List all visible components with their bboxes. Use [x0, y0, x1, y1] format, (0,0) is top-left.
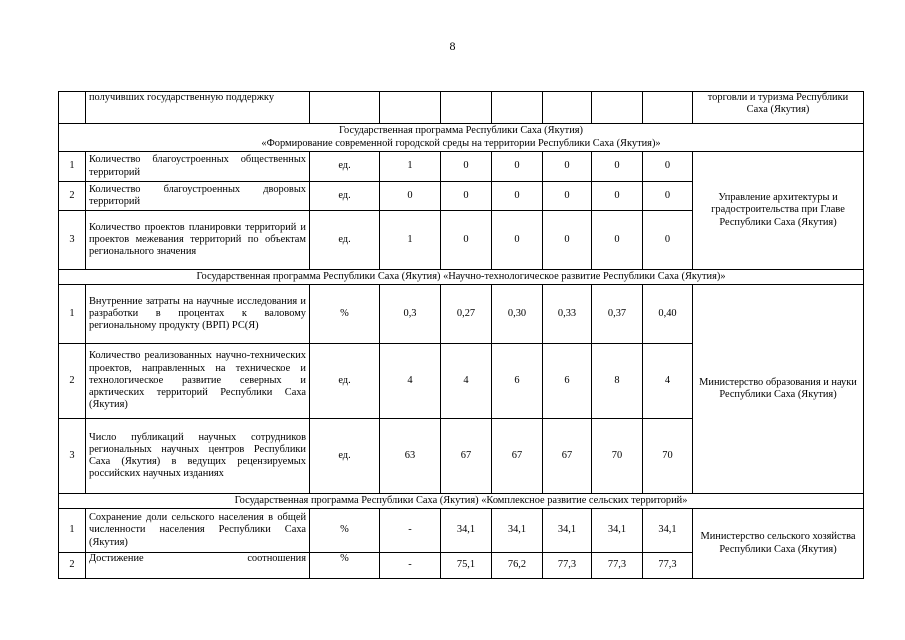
value-cell: 6 — [543, 344, 592, 419]
value-cell: 0,30 — [492, 285, 543, 344]
value-cell: 0 — [441, 152, 492, 182]
value-cell: 0,37 — [592, 285, 643, 344]
unit-cell: % — [310, 285, 380, 344]
indicators-table — [58, 91, 864, 579]
value-cell: 0,27 — [441, 285, 492, 344]
value-cell: 6 — [492, 344, 543, 419]
value-cell: 70 — [592, 419, 643, 494]
unit-cell: ед. — [310, 211, 380, 270]
value-cell: 0 — [441, 182, 492, 211]
value-cell: 4 — [380, 344, 441, 419]
page-number: 8 — [449, 39, 456, 53]
responsible-cell: торговли и туризма Республики Саха (Якутия) — [693, 92, 864, 124]
program-title — [59, 124, 864, 152]
indicator-name: Достижение соотношения — [86, 553, 310, 579]
value-cell — [492, 92, 543, 124]
unit-cell: ед. — [310, 344, 380, 419]
value-cell: 0,33 — [543, 285, 592, 344]
value-cell: 67 — [492, 419, 543, 494]
indicator-name: получивших государственную поддержку — [86, 92, 310, 124]
value-cell: 63 — [380, 419, 441, 494]
table-row — [59, 285, 864, 344]
value-cell: - — [380, 509, 441, 553]
table-row — [59, 152, 864, 182]
value-cell: 77,3 — [543, 553, 592, 579]
program-title-line: «Формирование современной городской среды на территории Республики Саха (Якутия)» — [261, 137, 661, 149]
value-cell: 0 — [592, 211, 643, 270]
value-cell — [643, 92, 693, 124]
row-number: 2 — [59, 182, 86, 211]
program-header-row — [59, 494, 864, 509]
indicator-name: Внутренние затраты на научные исследования и разработки в процентах к валовому региональному продукту (ВРП) РС(Я) — [86, 285, 310, 344]
value-cell: - — [380, 553, 441, 579]
value-cell: 0,40 — [643, 285, 693, 344]
value-cell: 34,1 — [492, 509, 543, 553]
value-cell: 67 — [543, 419, 592, 494]
program-title: Государственная программа Республики Саха (Якутия) «Научно-технологическое развитие Республики Саха (Якутия)» — [59, 270, 864, 285]
value-cell: 1 — [380, 211, 441, 270]
value-cell: 0 — [543, 211, 592, 270]
responsible-cell: Министерство образования и науки Республики Саха (Якутия) — [693, 285, 864, 494]
row-number: 2 — [59, 344, 86, 419]
unit-cell: ед. — [310, 152, 380, 182]
row-number: 1 — [59, 285, 86, 344]
value-cell: 8 — [592, 344, 643, 419]
value-cell: 67 — [441, 419, 492, 494]
program-title: Государственная программа Республики Саха (Якутия) «Комплексное развитие сельских территорий» — [59, 494, 864, 509]
value-cell: 34,1 — [592, 509, 643, 553]
row-number: 1 — [59, 509, 86, 553]
value-cell: 0 — [643, 152, 693, 182]
row-number: 2 — [59, 553, 86, 579]
value-cell: 77,3 — [592, 553, 643, 579]
row-number: 3 — [59, 419, 86, 494]
value-cell: 4 — [643, 344, 693, 419]
indicator-name: Количество благоустроенных дворовых территорий — [86, 182, 310, 211]
unit-cell: ед. — [310, 182, 380, 211]
value-cell: 0 — [441, 211, 492, 270]
indicator-name: Количество проектов планировки территорий и проектов межевания территорий по объектам регионального значения — [86, 211, 310, 270]
value-cell: 75,1 — [441, 553, 492, 579]
value-cell: 0,3 — [380, 285, 441, 344]
row-number: 3 — [59, 211, 86, 270]
indicator-name: Количество благоустроенных общественных территорий — [86, 152, 310, 182]
value-cell: 0 — [592, 152, 643, 182]
value-cell: 70 — [643, 419, 693, 494]
row-number — [59, 92, 86, 124]
value-cell: 34,1 — [441, 509, 492, 553]
unit-cell — [310, 92, 380, 124]
table-row — [59, 92, 864, 124]
value-cell: 76,2 — [492, 553, 543, 579]
unit-cell: % — [310, 509, 380, 553]
program-header-row — [59, 124, 864, 152]
row-number: 1 — [59, 152, 86, 182]
value-cell: 0 — [492, 152, 543, 182]
value-cell: 4 — [441, 344, 492, 419]
value-cell: 0 — [492, 211, 543, 270]
value-cell: 34,1 — [543, 509, 592, 553]
value-cell: 0 — [380, 182, 441, 211]
unit-cell: % — [310, 553, 380, 579]
value-cell: 0 — [543, 182, 592, 211]
value-cell: 77,3 — [643, 553, 693, 579]
value-cell: 1 — [380, 152, 441, 182]
indicator-name: Количество реализованных научно-технических проектов, направленных на техническое и технологическое развитие северных и арктических территорий Республики Саха (Якутия) — [86, 344, 310, 419]
responsible-cell: Министерство сельского хозяйства Республики Саха (Якутия) — [693, 509, 864, 579]
value-cell — [441, 92, 492, 124]
value-cell — [592, 92, 643, 124]
program-header-row — [59, 270, 864, 285]
program-title-line: Государственная программа Республики Саха (Якутия) — [338, 125, 584, 137]
table-row — [59, 509, 864, 553]
value-cell: 0 — [543, 152, 592, 182]
value-cell: 0 — [492, 182, 543, 211]
indicator-name: Сохранение доли сельского населения в общей численности населения Республики Саха (Якутия) — [86, 509, 310, 553]
value-cell: 34,1 — [643, 509, 693, 553]
value-cell: 0 — [643, 182, 693, 211]
responsible-cell: Управление архитектуры и градостроительства при Главе Республики Саха (Якутия) — [693, 152, 864, 270]
value-cell — [543, 92, 592, 124]
value-cell: 0 — [643, 211, 693, 270]
value-cell — [380, 92, 441, 124]
value-cell: 0 — [592, 182, 643, 211]
indicator-name: Число публикаций научных сотрудников региональных научных центров Республики Саха (Якутия) в ведущих рецензируемых российских научных изданиях — [86, 419, 310, 494]
unit-cell: ед. — [310, 419, 380, 494]
